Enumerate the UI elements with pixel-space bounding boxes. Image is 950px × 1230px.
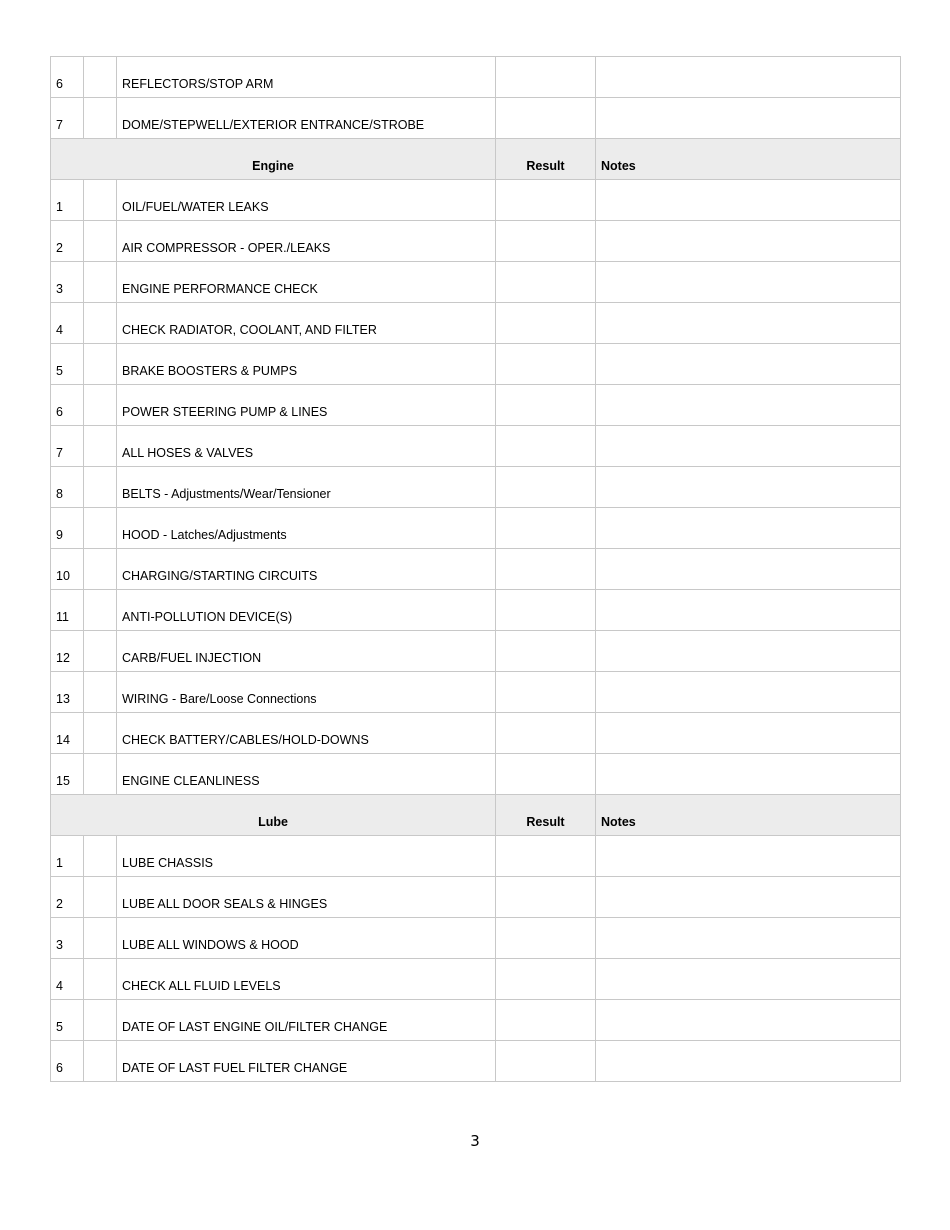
check-cell[interactable] [84, 959, 117, 1000]
item-description: BRAKE BOOSTERS & PUMPS [117, 344, 496, 385]
result-cell[interactable] [496, 467, 596, 508]
item-number: 9 [51, 508, 84, 549]
lube-section-title: Lube [51, 795, 496, 836]
item-description: AIR COMPRESSOR - OPER./LEAKS [117, 221, 496, 262]
notes-cell[interactable] [596, 836, 901, 877]
result-cell[interactable] [496, 877, 596, 918]
checklist-body [51, 57, 901, 180]
check-cell[interactable] [84, 221, 117, 262]
item-description: CHECK RADIATOR, COOLANT, AND FILTER [117, 303, 496, 344]
table-row [51, 1000, 901, 1041]
result-cell[interactable] [496, 672, 596, 713]
item-description: DATE OF LAST ENGINE OIL/FILTER CHANGE [117, 1000, 496, 1041]
result-cell[interactable] [496, 1000, 596, 1041]
check-cell[interactable] [84, 877, 117, 918]
notes-cell[interactable] [596, 918, 901, 959]
result-cell[interactable] [496, 426, 596, 467]
check-cell[interactable] [84, 1041, 117, 1082]
item-number: 1 [51, 180, 84, 221]
item-number: 2 [51, 877, 84, 918]
lube-header-group [51, 795, 901, 836]
result-cell[interactable] [496, 918, 596, 959]
item-number: 12 [51, 631, 84, 672]
item-number: 2 [51, 221, 84, 262]
result-cell[interactable] [496, 344, 596, 385]
item-description: ANTI-POLLUTION DEVICE(S) [117, 590, 496, 631]
item-number: 15 [51, 754, 84, 795]
item-description: WIRING - Bare/Loose Connections [117, 672, 496, 713]
result-cell[interactable] [496, 180, 596, 221]
result-cell[interactable] [496, 1041, 596, 1082]
notes-cell[interactable] [596, 303, 901, 344]
item-number: 5 [51, 1000, 84, 1041]
check-cell[interactable] [84, 631, 117, 672]
table-row [51, 508, 901, 549]
item-description: REFLECTORS/STOP ARM [117, 57, 496, 98]
result-cell[interactable] [496, 631, 596, 672]
notes-cell[interactable] [596, 98, 901, 139]
notes-cell[interactable] [596, 549, 901, 590]
check-cell[interactable] [84, 754, 117, 795]
result-cell[interactable] [496, 303, 596, 344]
item-description: BELTS - Adjustments/Wear/Tensioner [117, 467, 496, 508]
table-row [51, 631, 901, 672]
check-cell[interactable] [84, 918, 117, 959]
notes-cell[interactable] [596, 57, 901, 98]
item-number: 14 [51, 713, 84, 754]
notes-cell[interactable] [596, 221, 901, 262]
table-row [51, 344, 901, 385]
item-description: LUBE ALL WINDOWS & HOOD [117, 918, 496, 959]
notes-cell[interactable] [596, 713, 901, 754]
page-number: 3 [470, 1132, 480, 1150]
check-cell[interactable] [84, 713, 117, 754]
notes-cell[interactable] [596, 344, 901, 385]
check-cell[interactable] [84, 98, 117, 139]
item-description: POWER STEERING PUMP & LINES [117, 385, 496, 426]
notes-cell[interactable] [596, 631, 901, 672]
notes-column-header: Notes [596, 795, 901, 836]
item-description: CARB/FUEL INJECTION [117, 631, 496, 672]
notes-cell[interactable] [596, 180, 901, 221]
result-cell[interactable] [496, 221, 596, 262]
item-description: CHARGING/STARTING CIRCUITS [117, 549, 496, 590]
table-row [51, 467, 901, 508]
item-description: DOME/STEPWELL/EXTERIOR ENTRANCE/STROBE [117, 98, 496, 139]
check-cell[interactable] [84, 262, 117, 303]
table-row [51, 1041, 901, 1082]
check-cell[interactable] [84, 590, 117, 631]
item-description: LUBE ALL DOOR SEALS & HINGES [117, 877, 496, 918]
result-cell[interactable] [496, 262, 596, 303]
result-cell[interactable] [496, 754, 596, 795]
notes-cell[interactable] [596, 1041, 901, 1082]
result-cell[interactable] [496, 590, 596, 631]
table-row [51, 836, 901, 877]
table-row [51, 221, 901, 262]
table-row [51, 590, 901, 631]
check-cell[interactable] [84, 672, 117, 713]
notes-cell[interactable] [596, 877, 901, 918]
item-description: ENGINE CLEANLINESS [117, 754, 496, 795]
table-row [51, 672, 901, 713]
item-description: LUBE CHASSIS [117, 836, 496, 877]
engine-rows [51, 180, 901, 795]
result-cell[interactable] [496, 549, 596, 590]
engine-section-title: Engine [51, 139, 496, 180]
item-number: 7 [51, 98, 84, 139]
item-description: DATE OF LAST FUEL FILTER CHANGE [117, 1041, 496, 1082]
item-description: OIL/FUEL/WATER LEAKS [117, 180, 496, 221]
notes-cell[interactable] [596, 1000, 901, 1041]
check-cell[interactable] [84, 836, 117, 877]
check-cell[interactable] [84, 57, 117, 98]
check-cell[interactable] [84, 1000, 117, 1041]
item-number: 6 [51, 1041, 84, 1082]
item-description: CHECK BATTERY/CABLES/HOLD-DOWNS [117, 713, 496, 754]
table-row [51, 549, 901, 590]
item-number: 4 [51, 303, 84, 344]
item-number: 3 [51, 918, 84, 959]
result-cell[interactable] [496, 959, 596, 1000]
item-number: 1 [51, 836, 84, 877]
item-description: ENGINE PERFORMANCE CHECK [117, 262, 496, 303]
item-description: CHECK ALL FLUID LEVELS [117, 959, 496, 1000]
result-cell[interactable] [496, 98, 596, 139]
result-cell[interactable] [496, 713, 596, 754]
inspection-checklist-table [50, 56, 901, 1082]
table-row [51, 877, 901, 918]
item-number: 7 [51, 426, 84, 467]
lube-rows [51, 836, 901, 1082]
item-number: 6 [51, 57, 84, 98]
table-row [51, 713, 901, 754]
table-row [51, 98, 901, 139]
check-cell[interactable] [84, 344, 117, 385]
item-description: ALL HOSES & VALVES [117, 426, 496, 467]
check-cell[interactable] [84, 508, 117, 549]
check-cell[interactable] [84, 426, 117, 467]
notes-cell[interactable] [596, 590, 901, 631]
item-number: 3 [51, 262, 84, 303]
table-row [51, 57, 901, 98]
check-cell[interactable] [84, 467, 117, 508]
table-row [51, 385, 901, 426]
notes-cell[interactable] [596, 385, 901, 426]
item-number: 13 [51, 672, 84, 713]
item-number: 10 [51, 549, 84, 590]
item-number: 6 [51, 385, 84, 426]
notes-cell[interactable] [596, 959, 901, 1000]
check-cell[interactable] [84, 303, 117, 344]
result-cell[interactable] [496, 57, 596, 98]
table-row [51, 918, 901, 959]
item-number: 5 [51, 344, 84, 385]
result-cell[interactable] [496, 385, 596, 426]
result-column-header: Result [496, 795, 596, 836]
lube-section-header [51, 795, 901, 836]
notes-cell[interactable] [596, 426, 901, 467]
result-cell[interactable] [496, 508, 596, 549]
check-cell[interactable] [84, 549, 117, 590]
table-row [51, 754, 901, 795]
notes-cell[interactable] [596, 672, 901, 713]
notes-cell[interactable] [596, 262, 901, 303]
notes-cell[interactable] [596, 467, 901, 508]
item-number: 4 [51, 959, 84, 1000]
item-number: 8 [51, 467, 84, 508]
table-row [51, 426, 901, 467]
check-cell[interactable] [84, 385, 117, 426]
notes-cell[interactable] [596, 508, 901, 549]
table-row [51, 303, 901, 344]
notes-cell[interactable] [596, 754, 901, 795]
result-column-header: Result [496, 139, 596, 180]
item-number: 11 [51, 590, 84, 631]
notes-column-header: Notes [596, 139, 901, 180]
table-row [51, 180, 901, 221]
check-cell[interactable] [84, 180, 117, 221]
item-description: HOOD - Latches/Adjustments [117, 508, 496, 549]
table-row [51, 959, 901, 1000]
table-row [51, 262, 901, 303]
engine-section-header [51, 139, 901, 180]
result-cell[interactable] [496, 836, 596, 877]
